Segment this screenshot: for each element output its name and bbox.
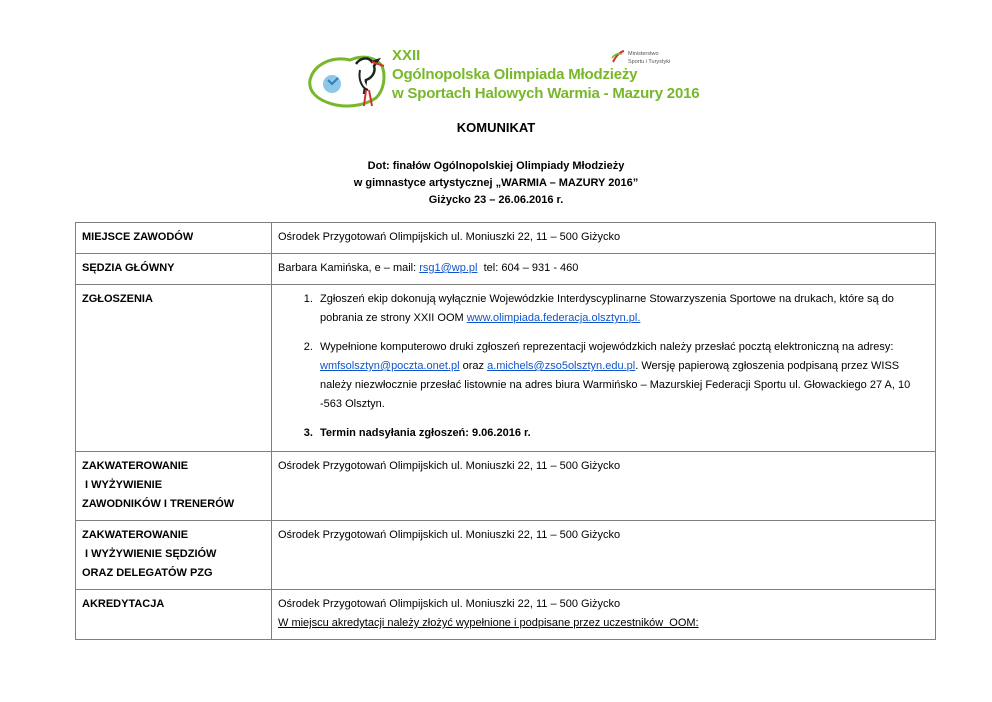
label-line: ZAWODNIKÓW I TRENERÓW [82,498,235,510]
row-label [76,452,272,521]
ministry-name [628,50,670,66]
table-row-miejsce [76,223,936,254]
row-label: AKREDYTACJA [76,590,272,640]
ministry-line2: Sportu i Turystyki [628,59,671,65]
item-text: oraz [459,360,488,372]
row-label: SĘDZIA GŁÓWNY [76,254,272,285]
accreditation-place: Ośrodek Przygotowań Olimpijskich ul. Moniuszki 22, 11 – 500 Giżycko [278,598,621,610]
label-line: ZAKWATEROWANIE [82,460,189,472]
subject-line3: Giżycko 23 – 26.06.2016 r. [428,194,564,206]
wmfs-email-link[interactable]: wmfsolsztyn@poczta.onet.pl [320,360,460,372]
row-label [76,521,272,590]
label-line: I WYŻYWIENIE [82,479,163,491]
region-map-stork-icon [306,50,396,112]
label-line: ZAKWATEROWANIE [82,529,189,541]
logo-title-line1: Ogólnopolska Olimpiada Młodzieży [392,66,638,83]
subject-line2: w gimnastyce artystycznej „WARMIA – MAZURY 2016” [353,177,639,189]
list-item [316,290,929,328]
row-value [272,590,936,640]
subject-line1: Dot: finałów Ogólnopolskiej Olimpiady Młodzieży [367,160,625,172]
row-value [272,254,936,285]
item-text: Zgłoszeń ekip dokonują wyłącznie Wojewódzkie Interdyscyplinarne Stowarzyszenia Sportowe na drukach, które są do pobrania ze strony XXII OOM [320,293,894,324]
michels-email-link[interactable]: a.michels@zso5olsztyn.edu.pl [487,360,636,372]
list-item [316,338,929,414]
info-table [75,222,936,640]
item-text: . Wersję papierową zgłoszenia podpisaną przez WISS należy niezwłocznie przesłać listownie na adres biura Warmińsko – Mazurskiej Federacji Sportu ul. Głowackiego 27 A, 10 -563 Olsztyn. [320,360,911,410]
table-row-zakwaterowanie-zawodnikow [76,452,936,521]
subject-block [0,158,992,209]
row-label: MIEJSCE ZAWODÓW [76,223,272,254]
list-item [316,424,929,443]
row-value: Ośrodek Przygotowań Olimpijskich ul. Moniuszki 22, 11 – 500 Giżycko [272,521,936,590]
row-value: Ośrodek Przygotowań Olimpijskich ul. Moniuszki 22, 11 – 500 Giżycko [272,452,936,521]
row-label: ZGŁOSZENIA [76,285,272,452]
judge-email-link[interactable]: rsg1@wp.pl [419,262,478,274]
document-title: KOMUNIKAT [456,120,536,135]
ministry-logo [610,48,690,74]
table-row-zakwaterowanie-sedziow [76,521,936,590]
label-line: I WYŻYWIENIE SĘDZIÓW [82,548,217,560]
table-row-zgloszenia [76,285,936,452]
table-row-sedzia [76,254,936,285]
judge-text: Barbara Kamińska, e – mail: [278,262,420,274]
label-line: ORAZ DELEGATÓW PZG [82,567,213,579]
item-text: Wypełnione komputerowo druki zgłoszeń reprezentacji wojewódzkich należy przesłać pocztą elektroniczną na adresy: [320,341,894,353]
olympiad-logo [300,40,700,112]
table-row-akredytacja [76,590,936,640]
judge-phone: tel: 604 – 931 - 460 [477,262,579,274]
row-value [272,285,936,452]
logo-title-line2: w Sportach Halowych Warmia - Mazury 2016 [392,85,700,102]
row-value: Ośrodek Przygotowań Olimpijskich ul. Moniuszki 22, 11 – 500 Giżycko [272,223,936,254]
logo-edition: XXII [392,47,421,64]
olympiad-website-link[interactable]: www.olimpiada.federacja.olsztyn.pl. [466,312,641,324]
ministry-line1: Ministerstwo [628,51,659,57]
deadline-text: Termin nadsyłania zgłoszeń: 9.06.2016 r. [320,427,531,439]
ministry-emblem-icon [610,48,626,66]
accreditation-note: W miejscu akredytacji należy złożyć wypełnione i podpisane przez uczestników OOM: [278,617,699,629]
registration-list [278,290,929,443]
